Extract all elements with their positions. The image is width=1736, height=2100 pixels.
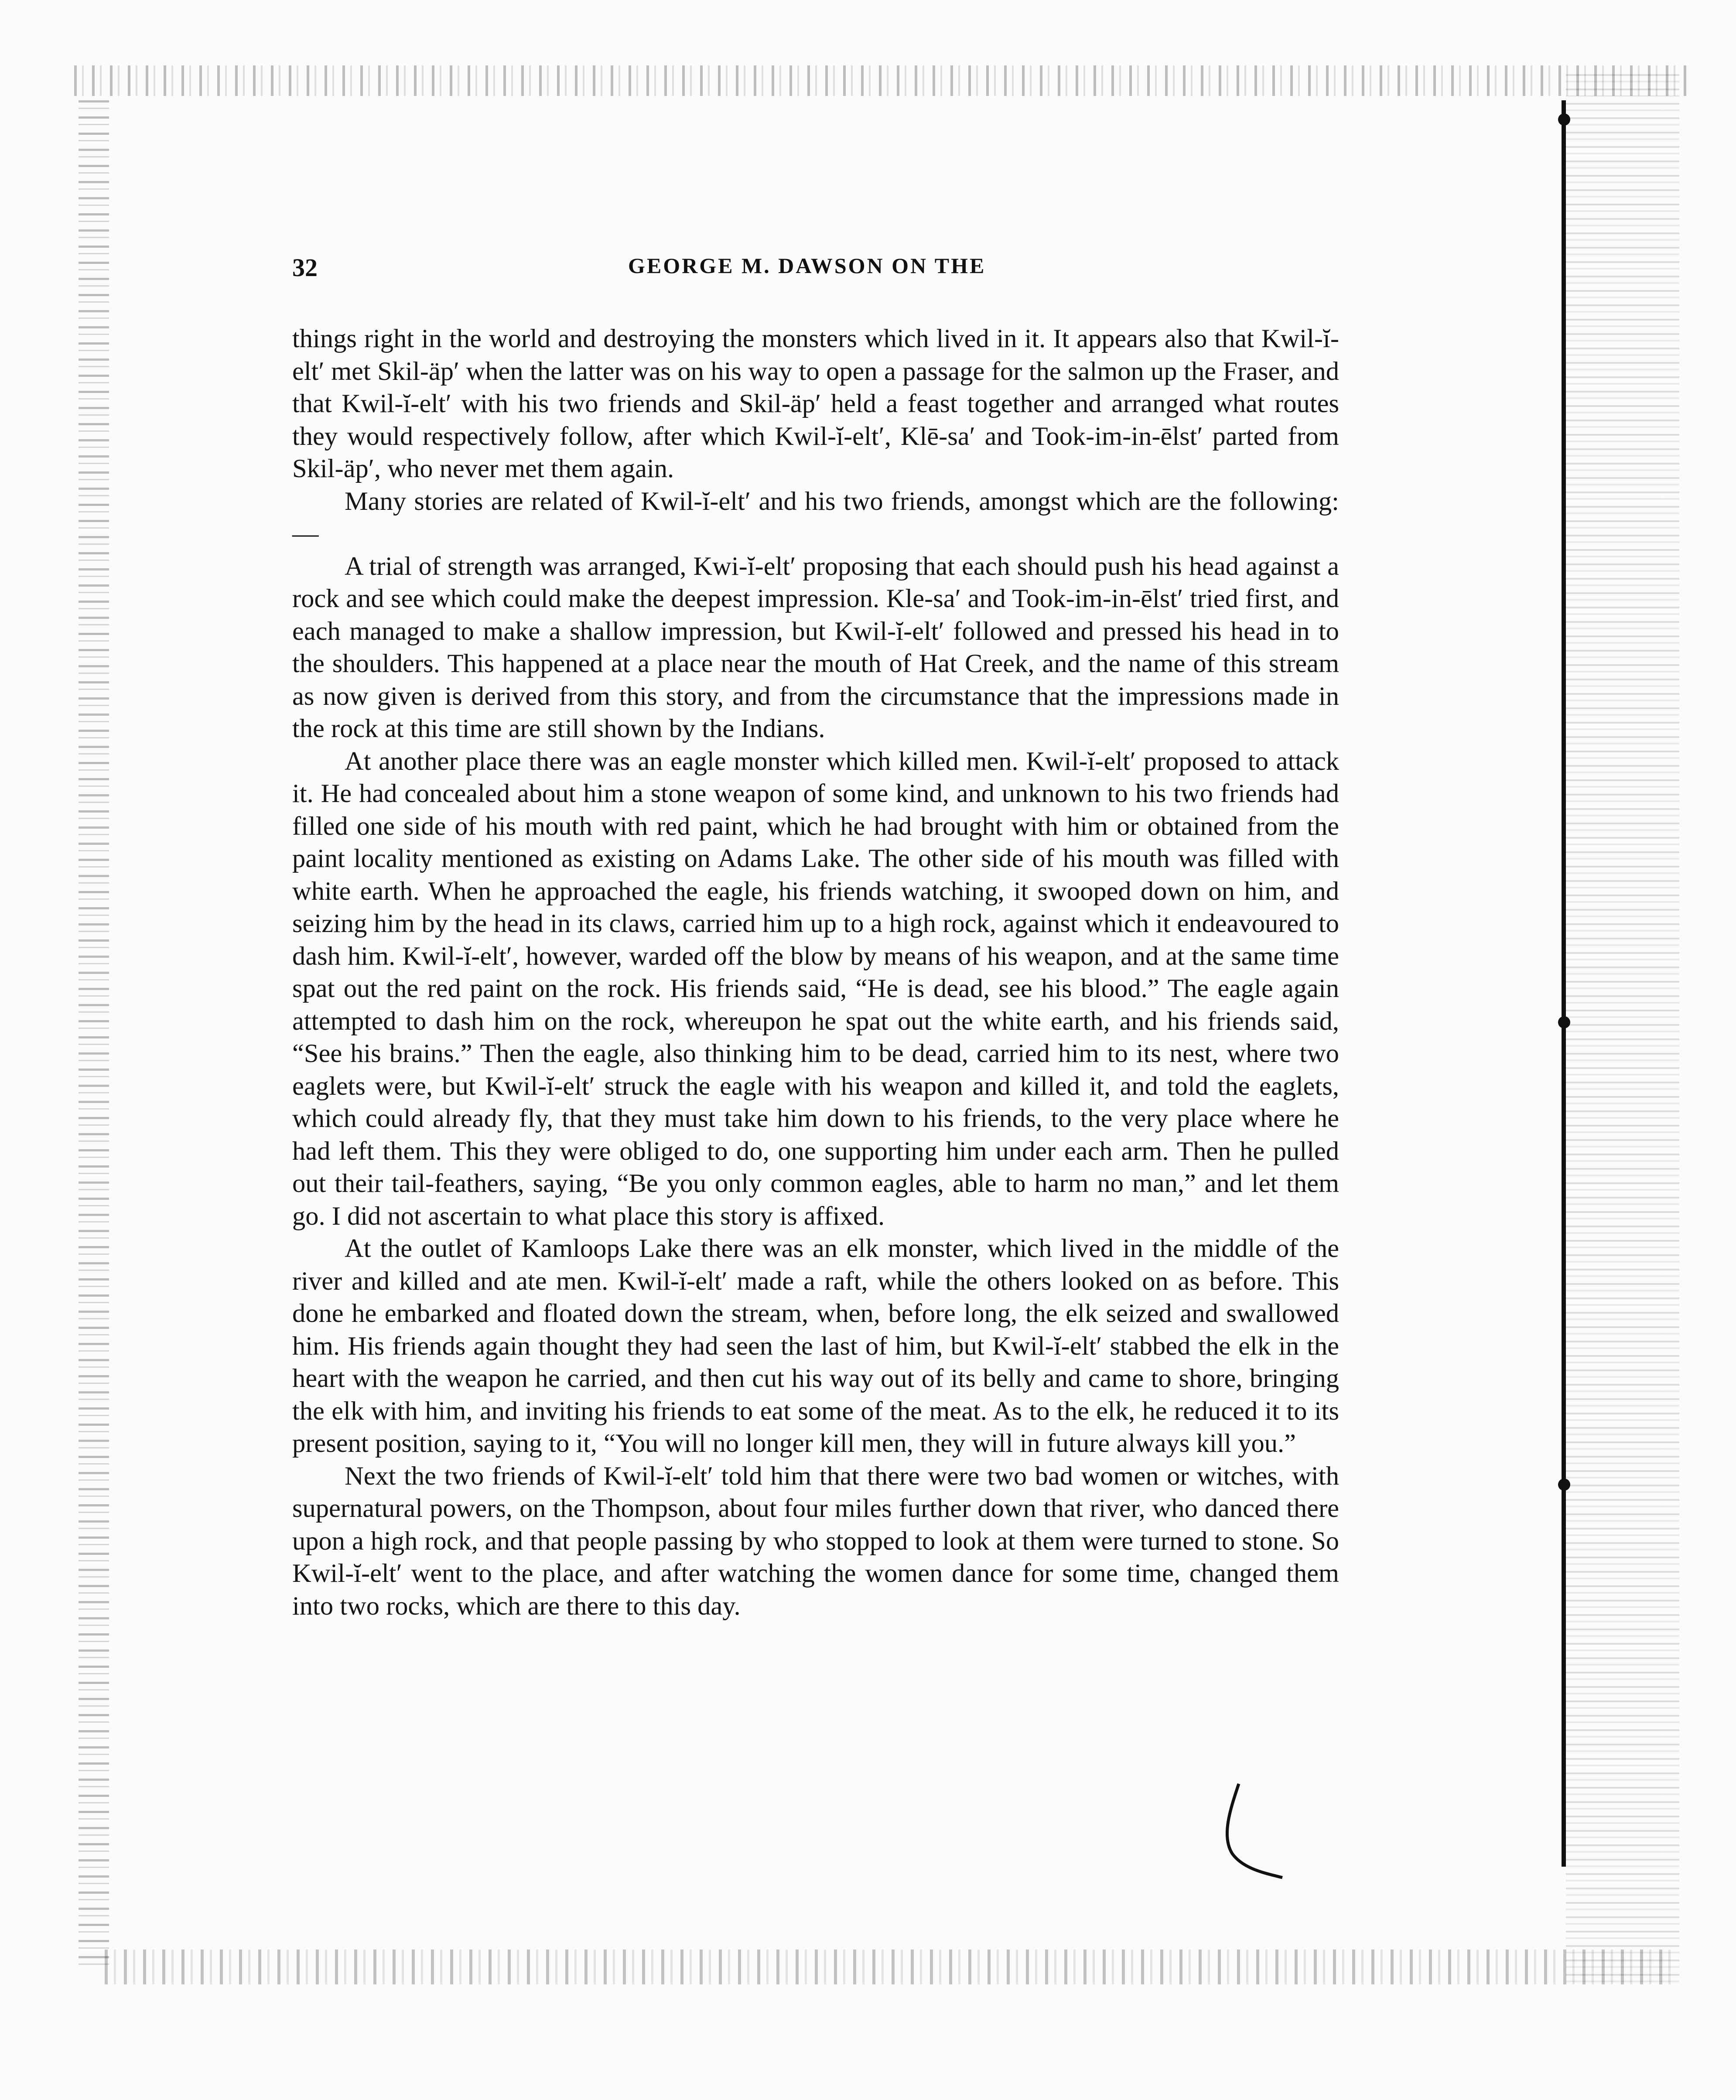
binding-mark-middle [1558,1016,1570,1028]
page-number: 32 [292,253,318,282]
binding-edge-line [1562,100,1566,1867]
paragraph-intro: Many stories are related of Kwil-ĭ-elt′ and his two friends, amongst which are the following:— [292,486,1339,548]
scan-edge-left [79,100,109,1967]
scan-edge-right [1566,74,1679,1984]
running-header [292,253,1335,292]
running-title: GEORGE M. DAWSON ON THE [628,253,986,278]
paragraph-continued: things right in the world and destroying the monsters which lived in it. It appears also that Kwil-ĭ-elt′ met Skil-äp′ when the latter was on his way to open a passage for the salmon up the Fraser, and that Kwil-ĭ-elt′ with his two friends and Skil-äp′ held a feast together and arranged what routes they would respectively follow, after which Kwil-ĭ-elt′, Klē-sa′ and Took-im-in-ēlst′ parted from Skil-äp′, who never met them again. [292,324,1339,483]
scan-edge-top [74,65,1688,96]
paragraph-elk-monster: At the outlet of Kamloops Lake there was an elk monster, which lived in the middle of the river and killed and ate men. Kwil-ĭ-elt′ made a raft, while the others looked on as before. This done he embarked and floated down the stream, when, before long, the elk seized and swallowed him. His friends again thought they had seen the last of him, but Kwil-ĭ-elt′ stabbed the elk in the heart with the weapon he carried, and then cut his way out of its belly and came to shore, bringing the elk with him, and inviting his friends to eat some of the meat. As to the elk, he reduced it to its present position, saying to it, “You will no longer kill men, they will in future always kill you.” [292,1234,1339,1458]
scan-edge-bottom [105,1950,1675,1984]
paragraph-eagle-monster: At another place there was an eagle monster which killed men. Kwil-ĭ-elt′ proposed to attack it. He had concealed about him a stone weapon of some kind, and unknown to his two friends had filled one side of his mouth with red paint, which he had brought with him or obtained from the paint locality mentioned as existing on Adams Lake. The other side of his mouth was filled with white earth. When he approached the eagle, his friends watching, it swooped down on him, and seizing him by the head in its claws, carried him up to a high rock, against which it endeavoured to dash him. Kwil-ĭ-elt′, however, warded off the blow by means of his weapon, and at the same time spat out the red paint on the rock. His friends said, “He is dead, see his blood.” The eagle again attempted to dash him on the rock, whereupon he spat out the white earth, and his friends said, “See his brains.” Then the eagle, also thinking him to be dead, carried him to its nest, where two eaglets were, but Kwil-ĭ-elt′ struck the eagle with his weapon and killed it, and told the eaglets, which could already fly, that they must take him down to his friends, to the very place where he had left them. This they were obliged to do, one supporting him under each arm. Then he pulled out their tail-feathers, saying, “Be you only common eagles, able to harm no man,” and let them go. I did not ascertain to what place this story is affixed. [292,746,1339,1231]
binding-mark-lower [1558,1479,1570,1491]
paragraph-trial-of-strength: A trial of strength was arranged, Kwi-ĭ-elt′ proposing that each should push his head against a rock and see which could make the deepest impression. Kle-sa′ and Took-im-in-ēlst′ tried first, and each managed to make a shallow impression, but Kwil-ĭ-elt′ followed and pressed his head in to the shoulders. This happened at a place near the mouth of Hat Creek, and the name of this stream as now given is derived from this story, and from the circumstance that the impressions made in the rock at this time are still shown by the Indians. [292,551,1339,743]
handwritten-margin-stroke [1213,1779,1291,1880]
paragraph-witches: Next the two friends of Kwil-ĭ-elt′ told him that there were two bad women or witches, with supernatural powers, on the Thompson, about four miles further down that river, who danced there upon a high rock, and that people passing by who stopped to look at them were turned to stone. So Kwil-ĭ-elt′ went to the place, and after watching the women dance for some time, changed them into two rocks, which are there to this day. [292,1461,1339,1621]
binding-mark-top [1558,113,1570,126]
body-text [292,323,1339,1622]
